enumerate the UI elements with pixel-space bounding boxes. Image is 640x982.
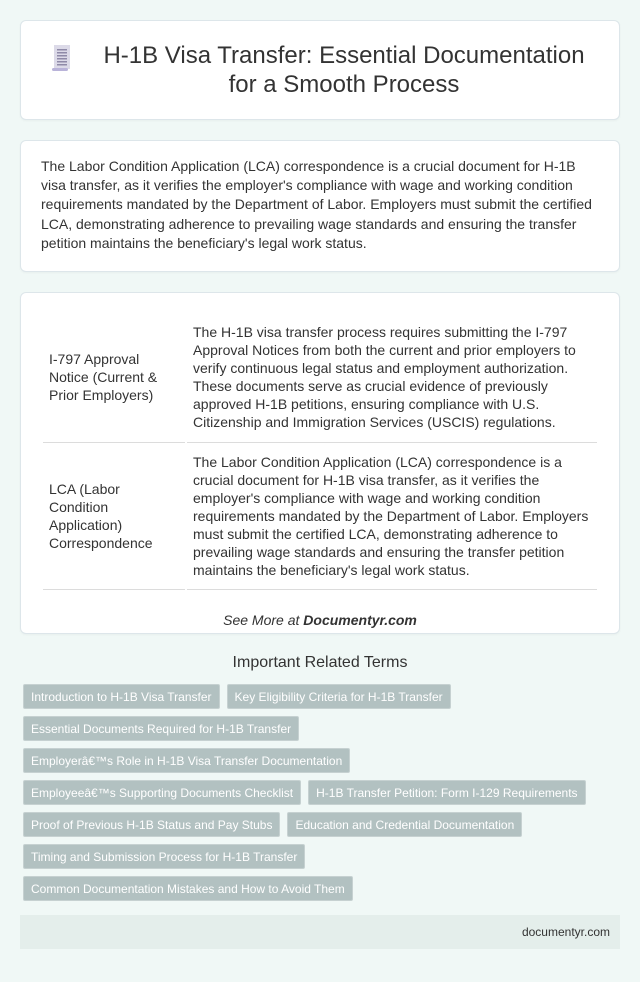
description-cell: The Labor Condition Application (LCA) correspondence is a crucial document for H-1B visa transfer, as it verifies the employer's compliance with wage and working condition requirements mandated by the Department of Labor. Employers must submit the certified LCA, demonstrating adherence to prevailing wage standards and ensuring the transfer petition maintains the beneficiary's legal work status. (187, 443, 597, 591)
related-term-chip[interactable]: Key Eligibility Criteria for H-1B Transfer (227, 684, 451, 709)
related-term-chip[interactable]: Proof of Previous H-1B Status and Pay Stubs (23, 812, 280, 837)
summary-card (20, 140, 620, 272)
description-cell: The H-1B visa transfer process requires submitting the I-797 Approval Notices from both the current and prior employers to verify continuous legal status and employment authorization. These documents serve as crucial evidence of previously approved H-1B petitions, ensuring compliance with U.S. Citizenship and Immigration Services (USCIS) regulations. (187, 313, 597, 443)
related-term-chip[interactable]: Employeeâ€™s Supporting Documents Checklist (23, 780, 301, 805)
related-term-chip[interactable]: Essential Documents Required for H-1B Transfer (23, 716, 299, 741)
table-row (43, 443, 597, 591)
related-term-chip[interactable]: Education and Credential Documentation (287, 812, 522, 837)
related-term-chip[interactable]: Common Documentation Mistakes and How to Avoid Them (23, 876, 353, 901)
documents-table (41, 313, 599, 590)
footer-site-link[interactable]: documentyr.com (521, 925, 610, 939)
related-term-chip[interactable]: Introduction to H-1B Visa Transfer (23, 684, 220, 709)
see-more-prefix: See More at (223, 612, 304, 629)
term-cell: LCA (Labor Condition Application) Correspondence (43, 443, 185, 591)
see-more-link[interactable]: Documentyr.com (303, 612, 417, 629)
see-more (41, 612, 599, 628)
page-title: H-1B Visa Transfer: Essential Documentation for a Smooth Process (103, 42, 585, 98)
related-term-chip[interactable]: Timing and Submission Process for H-1B Transfer (23, 844, 305, 869)
documents-table-card (20, 292, 620, 634)
related-terms-list (20, 684, 620, 908)
related-term-chip[interactable]: Employerâ€™s Role in H-1B Visa Transfer Documentation (23, 748, 350, 773)
summary-text: The Labor Condition Application (LCA) correspondence is a crucial document for H-1B visa transfer, as it verifies the employer's compliance with wage and working condition requirements mandated by the Department of Labor. Employers must submit the certified LCA, demonstrating adherence to prevailing wage standards and ensuring the transfer petition maintains the beneficiary's legal work status. (41, 158, 592, 251)
title-card (20, 20, 620, 120)
table-row (43, 313, 597, 443)
related-terms-title: Important Related Terms (232, 654, 408, 671)
document-icon (51, 44, 73, 74)
related-term-chip[interactable]: H-1B Transfer Petition: Form I-129 Requirements (308, 780, 585, 805)
term-cell: I-797 Approval Notice (Current & Prior Employers) (43, 313, 185, 443)
footer (20, 915, 620, 949)
title-wrap (51, 41, 589, 99)
